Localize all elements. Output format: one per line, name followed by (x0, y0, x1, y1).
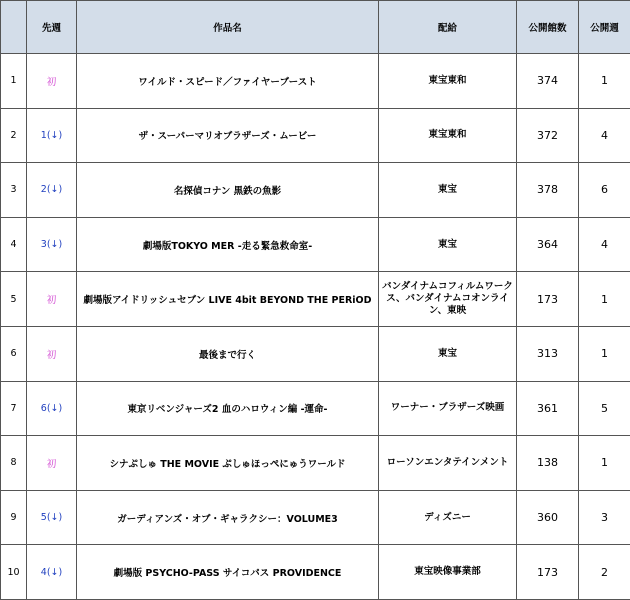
table-row (1, 436, 630, 491)
previous-week-cell: 2(↓) (27, 163, 77, 218)
header-rank (1, 1, 27, 54)
header-theaters: 公開館数 (517, 1, 579, 54)
theater-count-cell: 173 (517, 272, 579, 327)
distributor-cell: 東宝東和 (379, 108, 517, 163)
previous-week-cell: 初 (27, 326, 77, 381)
distributor-cell: バンダイナムコフィルムワークス、バンダイナムコオンライン、東映 (379, 272, 517, 327)
movie-title-cell: ワイルド・スピード／ファイヤーブースト (77, 54, 379, 109)
movie-title-cell: ザ・スーパーマリオブラザーズ・ムービー (77, 108, 379, 163)
table-body (1, 54, 630, 600)
movie-title-cell: 劇場版 PSYCHO-PASS サイコパス PROVIDENCE (77, 545, 379, 600)
rank-cell: 8 (1, 436, 27, 491)
weeks-showing-cell: 4 (579, 108, 630, 163)
weeks-showing-cell: 2 (579, 545, 630, 600)
previous-week-cell: 初 (27, 436, 77, 491)
weeks-showing-cell: 1 (579, 272, 630, 327)
rank-cell: 6 (1, 326, 27, 381)
rank-cell: 9 (1, 490, 27, 545)
weeks-showing-cell: 3 (579, 490, 630, 545)
rank-cell: 4 (1, 217, 27, 272)
weeks-showing-cell: 1 (579, 436, 630, 491)
weeks-showing-cell: 1 (579, 54, 630, 109)
distributor-cell: 東宝 (379, 163, 517, 218)
rank-cell: 2 (1, 108, 27, 163)
theater-count-cell: 173 (517, 545, 579, 600)
movie-title-cell: シナぷしゅ THE MOVIE ぷしゅほっぺにゅうワールド (77, 436, 379, 491)
theater-count-cell: 372 (517, 108, 579, 163)
table-row (1, 54, 630, 109)
previous-week-cell: 6(↓) (27, 381, 77, 436)
table-row (1, 163, 630, 218)
distributor-cell: ローソンエンタテインメント (379, 436, 517, 491)
previous-week-cell: 5(↓) (27, 490, 77, 545)
rank-cell: 7 (1, 381, 27, 436)
movie-title-cell: 最後まで行く (77, 326, 379, 381)
header-prev-week: 先週 (27, 1, 77, 54)
theater-count-cell: 374 (517, 54, 579, 109)
previous-week-cell: 初 (27, 272, 77, 327)
distributor-cell: 東宝 (379, 326, 517, 381)
weeks-showing-cell: 5 (579, 381, 630, 436)
table-row (1, 326, 630, 381)
table-row (1, 545, 630, 600)
previous-week-cell: 4(↓) (27, 545, 77, 600)
distributor-cell: 東宝映像事業部 (379, 545, 517, 600)
theater-count-cell: 378 (517, 163, 579, 218)
header-row (1, 1, 630, 54)
theater-count-cell: 138 (517, 436, 579, 491)
distributor-cell: 東宝東和 (379, 54, 517, 109)
table-row (1, 108, 630, 163)
theater-count-cell: 361 (517, 381, 579, 436)
table-row (1, 490, 630, 545)
previous-week-cell: 初 (27, 54, 77, 109)
table-row (1, 272, 630, 327)
header-title: 作品名 (77, 1, 379, 54)
movie-title-cell: 名探偵コナン 黒鉄の魚影 (77, 163, 379, 218)
movie-title-cell: 劇場版TOKYO MER -走る緊急救命室- (77, 217, 379, 272)
header-weeks: 公開週 (579, 1, 630, 54)
movie-title-cell: ガーディアンズ・オブ・ギャラクシー：VOLUME3 (77, 490, 379, 545)
weeks-showing-cell: 4 (579, 217, 630, 272)
header-distributor: 配給 (379, 1, 517, 54)
distributor-cell: 東宝 (379, 217, 517, 272)
theater-count-cell: 364 (517, 217, 579, 272)
distributor-cell: ディズニー (379, 490, 517, 545)
rank-cell: 5 (1, 272, 27, 327)
distributor-cell: ワーナー・ブラザーズ映画 (379, 381, 517, 436)
rank-cell: 10 (1, 545, 27, 600)
movie-title-cell: 東京リベンジャーズ2 血のハロウィン編 -運命- (77, 381, 379, 436)
theater-count-cell: 313 (517, 326, 579, 381)
previous-week-cell: 3(↓) (27, 217, 77, 272)
rank-cell: 1 (1, 54, 27, 109)
theater-count-cell: 360 (517, 490, 579, 545)
weeks-showing-cell: 6 (579, 163, 630, 218)
table-row (1, 381, 630, 436)
previous-week-cell: 1(↓) (27, 108, 77, 163)
movie-title-cell: 劇場版アイドリッシュセブン LIVE 4bit BEYOND THE PERiOD (77, 272, 379, 327)
table-row (1, 217, 630, 272)
weeks-showing-cell: 1 (579, 326, 630, 381)
rank-cell: 3 (1, 163, 27, 218)
